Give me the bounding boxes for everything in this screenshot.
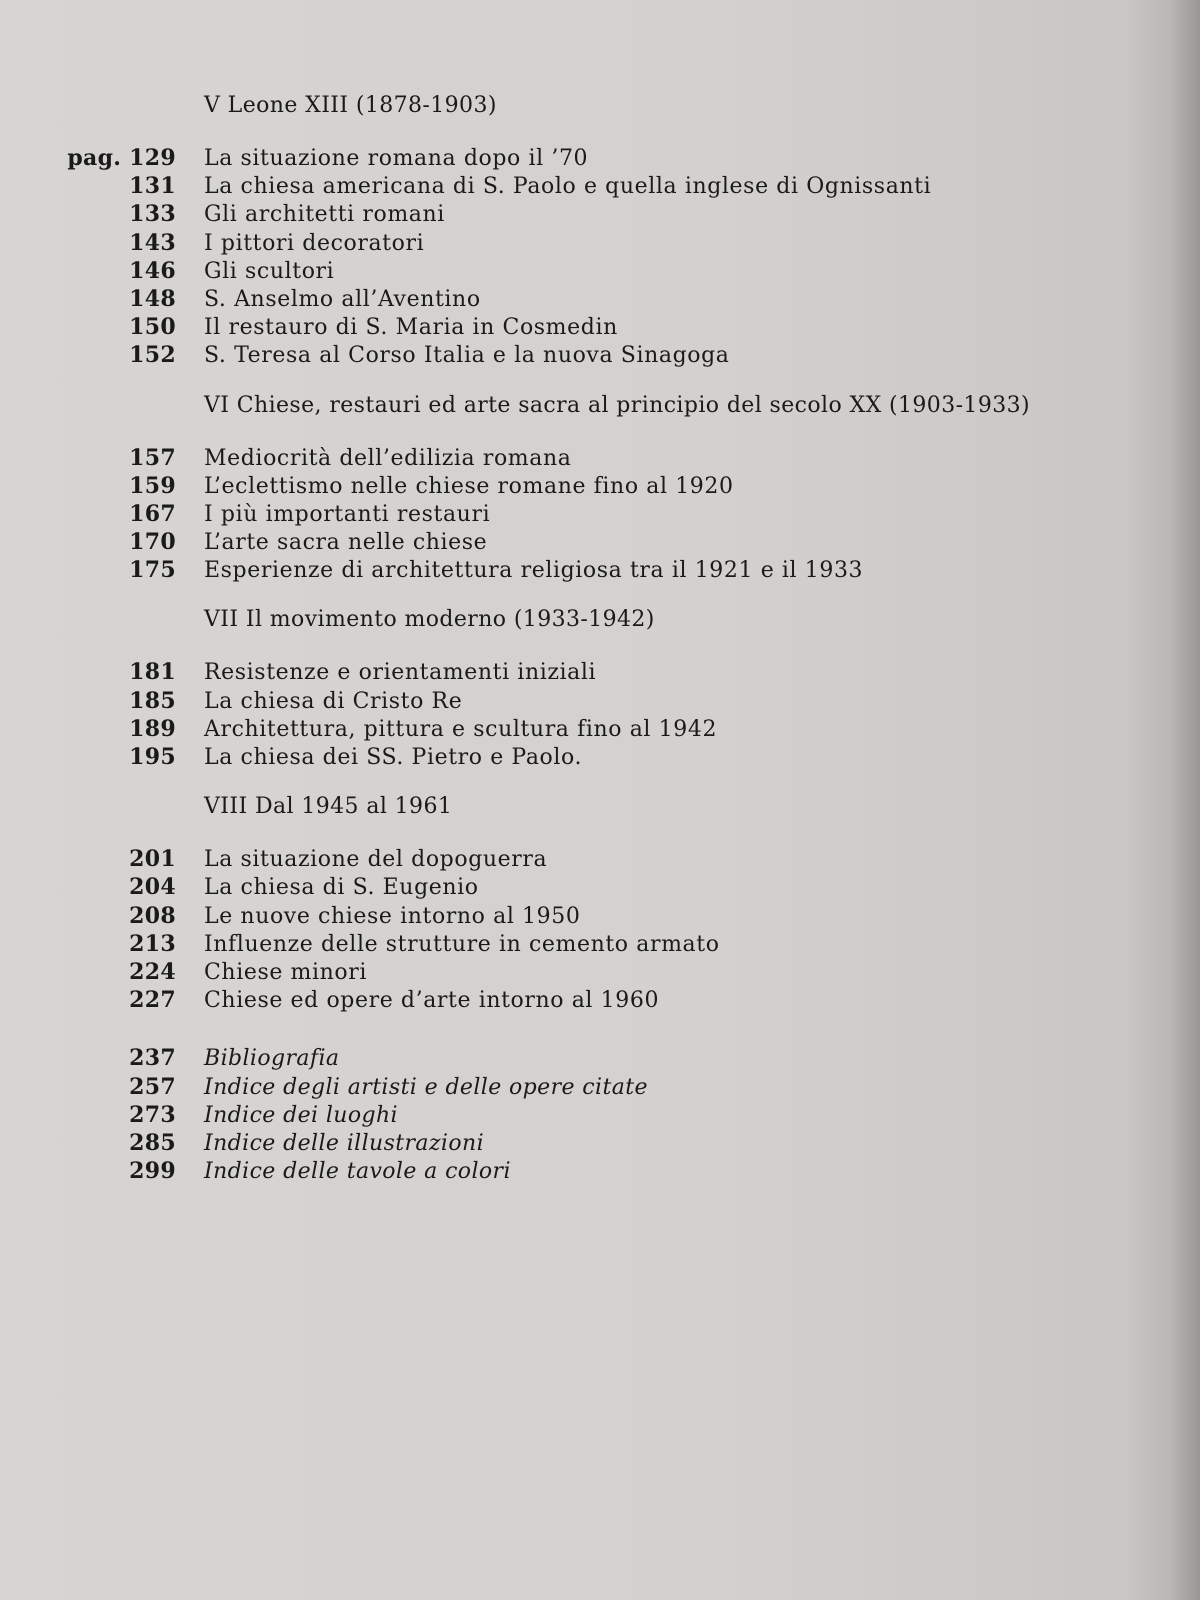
toc-entry [0, 902, 1200, 930]
entry-title: S. Anselmo all’Aventino [204, 286, 481, 312]
entry-title: La chiesa di S. Eugenio [204, 875, 479, 901]
toc-entry [0, 1157, 1200, 1185]
entry-title: Mediocrità dell’edilizia romana [204, 445, 572, 471]
toc-section-viii [0, 793, 1200, 1014]
page-number: 157 [129, 444, 176, 471]
entry-title: Gli architetti romani [204, 202, 445, 228]
toc-section-vii [0, 606, 1200, 771]
page-number: 146 [129, 257, 176, 284]
page-number: 237 [129, 1045, 176, 1072]
toc-entry [0, 1129, 1200, 1157]
toc-entry [0, 257, 1200, 285]
toc-entry [0, 500, 1200, 528]
page-number: 131 [129, 173, 176, 200]
page-number: 201 [129, 846, 176, 873]
page-number: 143 [129, 229, 176, 256]
page-number: 175 [129, 557, 176, 584]
section-title: VI Chiese, restauri ed arte sacra al principio del secolo XX (1903-1933) [204, 392, 1030, 418]
toc-entry [0, 845, 1200, 873]
page-number: 204 [129, 874, 176, 901]
entry-title: Architettura, pittura e scultura fino al 1942 [204, 716, 718, 742]
section-title: VIII Dal 1945 al 1961 [204, 794, 453, 820]
toc-entry [0, 958, 1200, 986]
entry-title: Chiese minori [204, 959, 368, 985]
entry-title: Indice delle tavole a colori [204, 1159, 511, 1185]
page-number: 159 [129, 472, 176, 499]
entry-title: Gli scultori [204, 258, 335, 284]
toc-entry [0, 986, 1200, 1014]
table-of-contents [0, 92, 1200, 1207]
page-number: 148 [129, 285, 176, 312]
page-number: 224 [129, 958, 176, 985]
toc-entry [0, 200, 1200, 228]
entry-title: I pittori decoratori [204, 230, 425, 256]
toc-section-vi [0, 392, 1200, 585]
entry-title: Indice dei luoghi [204, 1102, 398, 1128]
entry-title: Indice delle illustrazioni [204, 1130, 485, 1156]
toc-entry [0, 1044, 1200, 1072]
page-number: 285 [129, 1129, 176, 1156]
entry-title: La chiesa americana di S. Paolo e quella inglese di Ognissanti [204, 174, 932, 200]
toc-entry [0, 1073, 1200, 1101]
entry-title: Indice degli artisti e delle opere citate [204, 1074, 648, 1100]
page-number: 152 [129, 342, 176, 369]
page-number: 167 [129, 500, 176, 527]
page-number: 299 [129, 1158, 176, 1185]
page-number: 150 [129, 314, 176, 341]
entry-title: I più importanti restauri [204, 501, 491, 527]
entry-title: L’arte sacra nelle chiese [204, 530, 488, 556]
entry-title: La chiesa di Cristo Re [204, 688, 463, 714]
page-number: 208 [129, 902, 176, 929]
entry-title: Influenze delle strutture in cemento armato [204, 931, 720, 957]
entry-title: Le nuove chiese intorno al 1950 [204, 903, 581, 929]
toc-entry [0, 556, 1200, 584]
page-number: 273 [129, 1101, 176, 1128]
section-title: VII Il movimento moderno (1933-1942) [204, 607, 655, 633]
entry-title: Resistenze e orientamenti iniziali [204, 660, 597, 686]
page-number: 189 [129, 715, 176, 742]
section-title: V Leone XIII (1878-1903) [204, 93, 497, 118]
toc-section-v [0, 92, 1200, 370]
page-number: 257 [129, 1073, 176, 1100]
toc-entry [0, 313, 1200, 341]
entry-title: La situazione del dopoguerra [204, 847, 548, 873]
entry-title: Il restauro di S. Maria in Cosmedin [204, 315, 618, 341]
toc-entry [0, 743, 1200, 771]
page-number: 195 [129, 744, 176, 770]
toc-entry [0, 715, 1200, 743]
entry-title: S. Teresa al Corso Italia e la nuova Sinagoga [204, 343, 730, 369]
toc-entry [0, 172, 1200, 200]
page-number: 181 [129, 659, 176, 686]
toc-entry [0, 144, 1200, 172]
page-number: pag. 129 [67, 145, 176, 171]
toc-entry [0, 528, 1200, 556]
toc-entry [0, 658, 1200, 686]
entry-title: Esperienze di architettura religiosa tra il 1921 e il 1933 [204, 558, 864, 584]
page-number: 133 [129, 201, 176, 228]
toc-entry [0, 472, 1200, 500]
toc-entry [0, 930, 1200, 958]
toc-entry [0, 873, 1200, 901]
toc-entry [0, 687, 1200, 715]
page-number: 227 [129, 987, 176, 1014]
toc-entry [0, 229, 1200, 257]
entry-title: Chiese ed opere d’arte intorno al 1960 [204, 988, 660, 1014]
page-number: 185 [129, 687, 176, 714]
toc-entry [0, 285, 1200, 313]
entry-title: La situazione romana dopo il ’70 [204, 146, 589, 171]
entry-title: L’eclettismo nelle chiese romane fino al 1920 [204, 473, 734, 499]
page-number: 213 [129, 930, 176, 957]
toc-entry [0, 1101, 1200, 1129]
page-number: 170 [129, 529, 176, 556]
toc-entry [0, 444, 1200, 472]
toc-backmatter [0, 1044, 1200, 1185]
toc-entry [0, 341, 1200, 369]
entry-title: La chiesa dei SS. Pietro e Paolo. [204, 745, 583, 770]
entry-title: Bibliografia [204, 1046, 340, 1072]
